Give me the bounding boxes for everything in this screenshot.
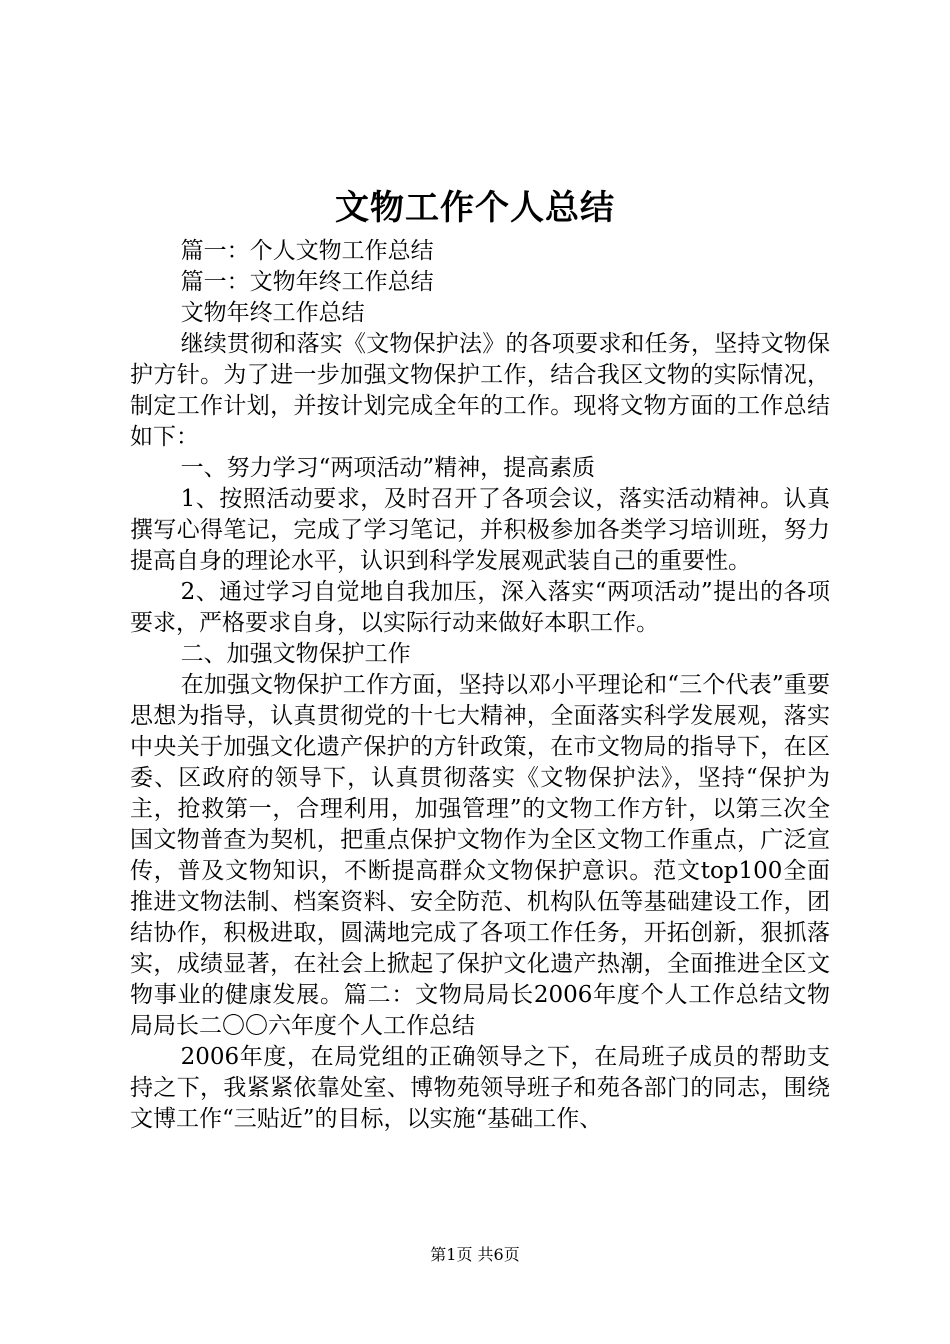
paragraph-item-2: 2、通过学习自觉地自我加压，深入落实“两项活动”提出的各项要求，严格要求自身，以实际行动来做好本职工作。 — [130, 579, 830, 636]
section-label-2: 篇一：文物年终工作总结 — [180, 269, 434, 295]
page-title: 文物工作个人总结 — [335, 188, 615, 228]
heading-two: 二、加强文物保护工作 — [180, 641, 411, 667]
document-body — [130, 236, 830, 1135]
page-footer: 第1页 共6页 — [430, 1245, 520, 1264]
paragraph-intro: 继续贯彻和落实《文物保护法》的各项要求和任务，坚持文物保护方针。为了进一步加强文物保护工作，结合我区文物的实际情况，制定工作计划，并按计划完成全年的工作。现将文物方面的工作总结如下： — [130, 331, 830, 450]
paragraph-2006: 2006年度，在局党组的正确领导之下，在局班子成员的帮助支持之下，我紧紧依靠处室、博物苑领导班子和苑各部门的同志，围绕文博工作“三贴近”的目标，以实施“基础工作、 — [130, 1044, 830, 1132]
paragraph-item-1: 1、按照活动要求，及时召开了各项会议，落实活动精神。认真撰写心得笔记，完成了学习笔记，并积极参加各类学习培训班，努力提高自身的理论水平，认识到科学发展观武装自己的重要性。 — [130, 486, 830, 574]
section-label-1: 篇一：个人文物工作总结 — [180, 238, 434, 264]
subtitle: 文物年终工作总结 — [180, 300, 365, 326]
heading-one: 一、努力学习“两项活动”精神，提高素质 — [180, 455, 596, 481]
paragraph-protection: 在加强文物保护工作方面，坚持以邓小平理论和“三个代表”重要思想为指导，认真贯彻党的十七大精神，全面落实科学发展观，落实中央关于加强文化遗产保护的方针政策，在市文物局的指导下，在区委、区政府的领导下，认真贯彻落实《文物保护法》，坚持“保护为主，抢救第一，合理利用，加强管理”的文物工作方针，以第三次全国文物普查为契机，把重点保护文物作为全区文物工作重点，广泛宣传，普及文物知识，不断提高群众文物保护意识。范文top100全面推进文物法制、档案资料、安全防范、机构队伍等基础建设工作，团结协作，积极进取，圆满地完成了各项工作任务，开拓创新，狠抓落实，成绩显著，在社会上掀起了保护文化遗产热潮，全面推进全区文物事业的健康发展。篇二：文物局局长2006年度个人工作总结文物局局长二〇〇六年度个人工作总结 — [130, 672, 830, 1039]
